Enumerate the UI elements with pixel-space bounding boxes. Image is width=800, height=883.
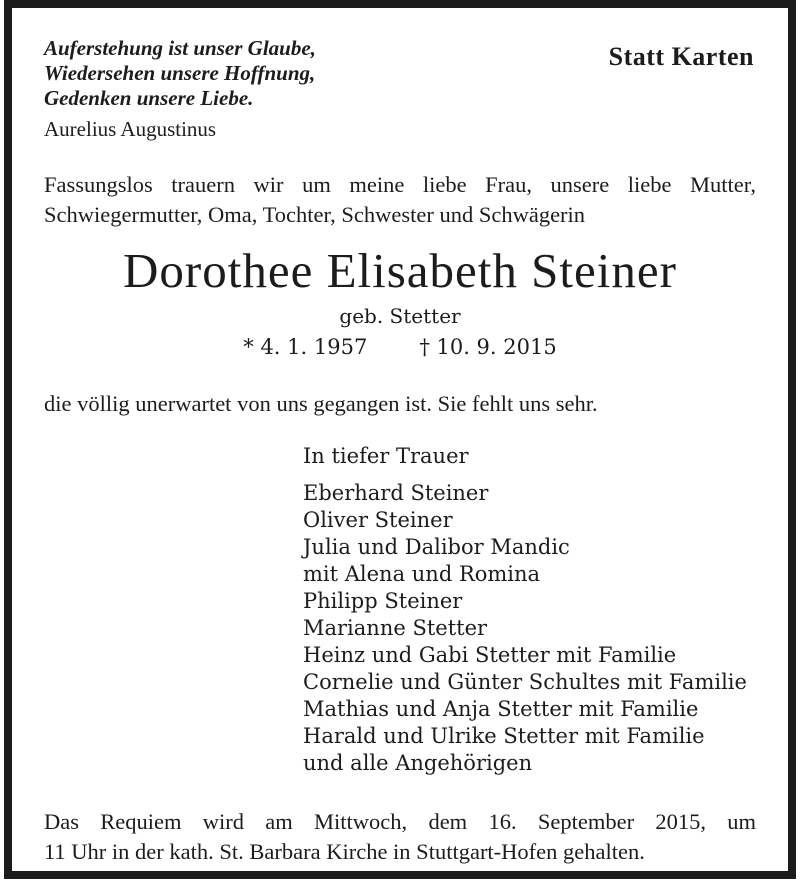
quote-block <box>44 36 316 142</box>
statt-karten-label: Statt Karten <box>608 42 754 71</box>
mourner-name: Oliver Steiner <box>303 508 453 532</box>
life-dates <box>44 335 756 359</box>
deceased-name: Dorothee Elisabeth Steiner <box>123 243 677 298</box>
mourner-name: Harald und Ulrike Stetter mit Familie <box>303 724 705 748</box>
quote-line: Auferstehung ist unser Glaube, <box>44 36 316 60</box>
quote-line: Gedenken unsere Liebe. <box>44 86 254 110</box>
mourner-name: mit Alena und Romina <box>303 562 541 586</box>
mourner-name: Marianne Stetter <box>303 616 488 640</box>
intro-line: Schwiegermutter, Oma, Tochter, Schwester und Schwägerin <box>44 202 586 227</box>
mourner-name: Julia und Dalibor Mandic <box>303 535 570 559</box>
mourners-block <box>303 443 756 777</box>
header-row <box>44 36 756 142</box>
mourner-name: Philipp Steiner <box>303 589 463 613</box>
mourner-name: und alle Angehörigen <box>303 751 533 775</box>
mourner-name: Heinz und Gabi Stetter mit Familie <box>303 643 677 667</box>
quote-attribution: Aurelius Augustinus <box>44 117 217 141</box>
mourner-name: Cornelie und Günter Schultes mit Familie <box>303 670 747 694</box>
mourner-name: Eberhard Steiner <box>303 481 489 505</box>
maiden-name: geb. Stetter <box>339 304 461 328</box>
service-info-paragraph <box>44 807 756 867</box>
service-info-line: Das Requiem wird am Mittwoch, dem 16. September 2015, um <box>44 809 756 834</box>
obituary-notice <box>12 8 788 871</box>
birth-date: * 4. 1. 1957 <box>243 335 368 359</box>
intro-paragraph <box>44 170 756 230</box>
quote-lines <box>44 36 316 111</box>
quote-line: Wiedersehen unsere Hoffnung, <box>44 61 316 85</box>
farewell-sentence: die völlig unerwartet von uns gegangen ist. Sie fehlt uns sehr. <box>44 391 598 416</box>
mourner-name: Mathias und Anja Stetter mit Familie <box>303 697 699 721</box>
notice-border-frame <box>4 0 796 879</box>
intro-line: Fassungslos trauern wir um meine liebe Frau, unsere liebe Mutter, <box>44 172 756 197</box>
service-info-line: 11 Uhr in der kath. St. Barbara Kirche in Stuttgart-Hofen gehalten. <box>44 839 645 864</box>
mourning-header: In tiefer Trauer <box>303 444 469 468</box>
death-date: † 10. 9. 2015 <box>419 335 557 359</box>
mourners-list <box>303 480 756 777</box>
